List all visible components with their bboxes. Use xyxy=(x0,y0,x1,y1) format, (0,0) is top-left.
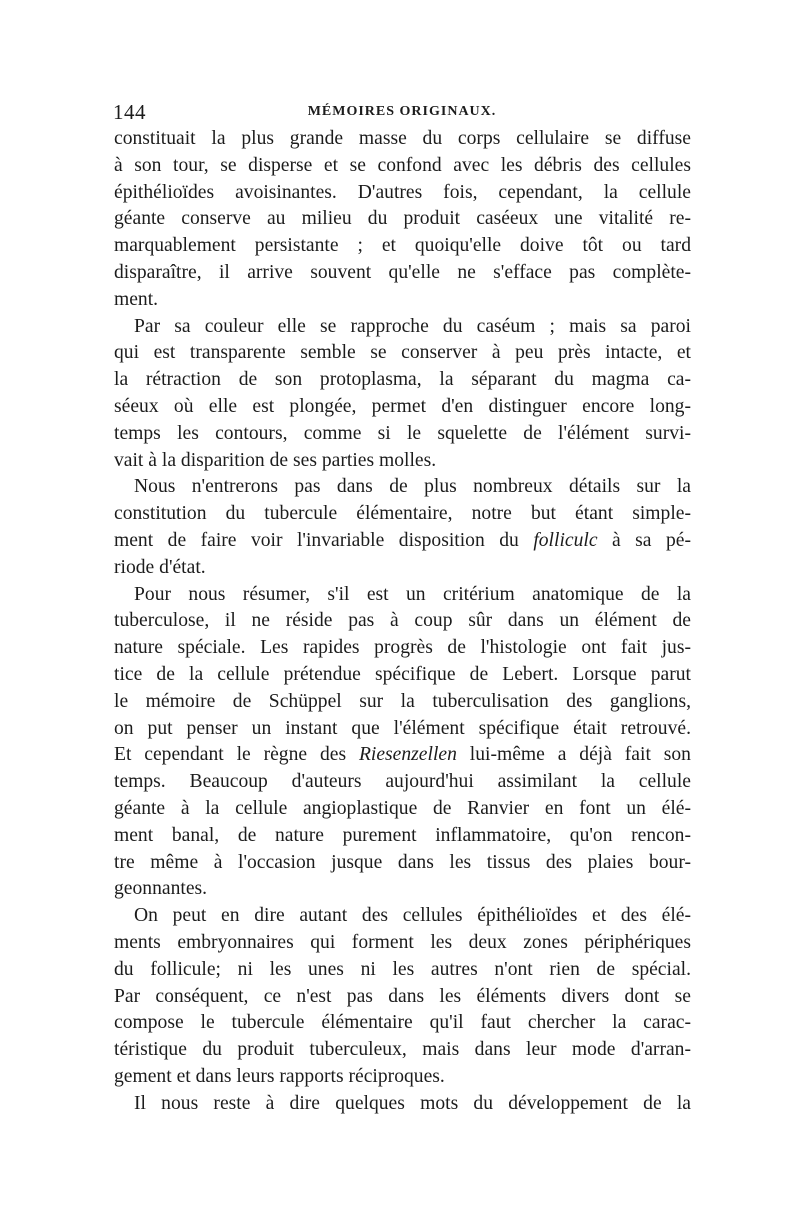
text-line: compose le tubercule élémentaire qu'il faut chercher la carac- xyxy=(114,1012,691,1034)
page-number: 144 xyxy=(113,100,146,124)
text-line: Nous n'entrerons pas dans de plus nombreux détails sur la xyxy=(134,476,691,498)
text-line: épithélioïdes avoisinantes. D'autres fois, cependant, la cellule xyxy=(114,181,691,203)
text-line: gement et dans leurs rapports réciproques. xyxy=(114,1065,445,1087)
text-line: ment. xyxy=(114,288,159,310)
text-line xyxy=(114,742,691,769)
text-line: nature spéciale. Les rapides progrès de l'histologie ont fait jus- xyxy=(114,637,691,659)
text-line: le mémoire de Schüppel sur la tuberculisation des ganglions, xyxy=(114,690,691,712)
text-line: séeux où elle est plongée, permet d'en distinguer encore long- xyxy=(114,395,691,417)
text-line: temps les contours, comme si le squelette de l'élément survi- xyxy=(114,422,691,444)
text-line: geonnantes. xyxy=(114,878,208,900)
text-line: constitution du tubercule élémentaire, notre but étant simple- xyxy=(114,503,691,525)
text-line: On peut en dire autant des cellules épithélioïdes et des élé- xyxy=(134,905,691,927)
text-line: disparaître, il arrive souvent qu'elle ne s'efface pas complète- xyxy=(114,261,691,283)
text-line: marquablement persistante ; et quoiqu'elle doive tôt ou tard xyxy=(114,235,691,257)
text-segment: ment de faire voir l'invariable disposition du xyxy=(114,529,519,551)
text-line: à son tour, se disperse et se confond avec les débris des cellules xyxy=(114,154,691,176)
text-line xyxy=(114,528,691,555)
italic-term: Riesenzellen xyxy=(358,744,457,766)
text-line: constituait la plus grande masse du corps cellulaire se diffuse xyxy=(114,128,691,149)
text-segment: lui-même a déjà fait son xyxy=(469,744,691,766)
text-line: géante conserve au milieu du produit caséeux une vitalité re- xyxy=(114,208,691,230)
text-line: temps. Beaucoup d'auteurs aujourd'hui assimilant la cellule xyxy=(114,771,691,793)
text-line: Par conséquent, ce n'est pas dans les éléments divers dont se xyxy=(114,985,691,1007)
body-text xyxy=(114,126,691,1117)
running-title: MÉMOIRES ORIGINAUX. xyxy=(307,104,497,119)
text-line: téristique du produit tuberculeux, mais dans leur mode d'arran- xyxy=(114,1039,691,1061)
text-line: vait à la disparition de ses parties molles. xyxy=(114,449,437,471)
text-line: tice de la cellule prétendue spécifique de Lebert. Lorsque parut xyxy=(114,663,691,685)
text-line: géante à la cellule angioplastique de Ranvier en font un élé- xyxy=(114,797,691,819)
italic-term: folliculc xyxy=(533,529,598,551)
text-line: tuberculose, il ne réside pas à coup sûr dans un élément de xyxy=(114,610,691,632)
text-segment: à sa pé- xyxy=(612,529,691,551)
text-line: du follicule; ni les unes ni les autres n'ont rien de spécial. xyxy=(114,958,691,980)
text-line: on put penser un instant que l'élément spécifique était retrouvé. xyxy=(114,717,691,739)
text-line: Par sa couleur elle se rapproche du caséum ; mais sa paroi xyxy=(134,315,691,337)
text-line: qui est transparente semble se conserver à peu près intacte, et xyxy=(114,342,691,364)
text-line: tre même à l'occasion jusque dans les tissus des plaies bour- xyxy=(114,851,691,873)
page-header xyxy=(113,100,691,126)
text-line: Il nous reste à dire quelques mots du développement de la xyxy=(134,1092,691,1114)
text-line: ment banal, de nature purement inflammatoire, qu'on rencon- xyxy=(114,824,691,846)
text-line: riode d'état. xyxy=(114,556,206,578)
text-line: Pour nous résumer, s'il est un critérium anatomique de la xyxy=(134,583,691,605)
text-line: ments embryonnaires qui forment les deux zones périphériques xyxy=(114,931,691,953)
text-segment: Et cependant le règne des xyxy=(114,744,347,766)
text-line: la rétraction de son protoplasma, la séparant du magma ca- xyxy=(114,369,691,391)
